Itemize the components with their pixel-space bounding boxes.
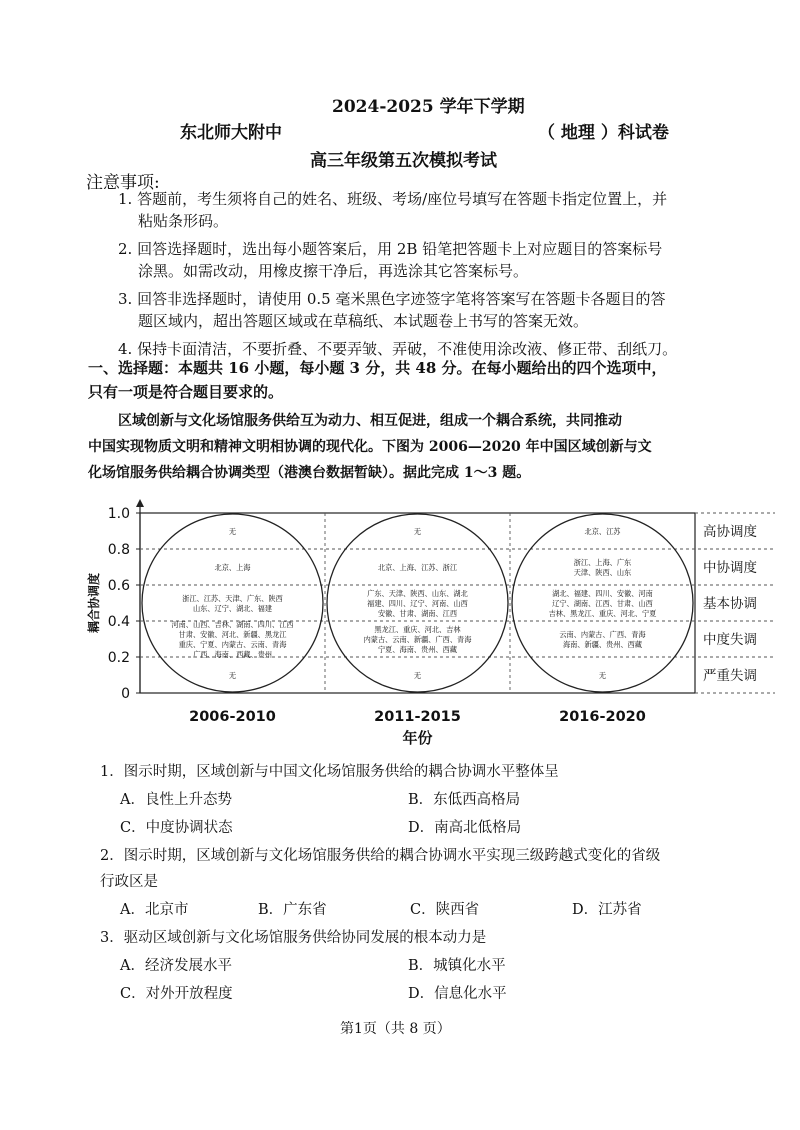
- province-list: 辽宁、湖南、江西、甘肃、山西: [552, 599, 653, 608]
- school-year: 2024-2025 学年下学期: [332, 97, 525, 117]
- province-list: 无: [228, 671, 237, 680]
- province-list: 无: [413, 671, 422, 680]
- page-footer: 第1页（共 8 页）: [340, 1021, 451, 1037]
- note-item-cont: 题区域内，超出答题区域或在草稿纸、本试题卷上书写的答案无效。: [138, 312, 589, 330]
- province-list: 浙江、上海、广东: [573, 558, 632, 567]
- province-list: 无: [598, 671, 607, 680]
- intro-paragraph: 区域创新与文化场馆服务供给互为动力、相互促进，组成一个耦合系统，共同推动 中国实现物质文明和精神文明相协调的现代化。下图为 2006—2020 年中国区域创新与文 化场馆服务供给耦合协调类型（港澳台数据暂缺）。据此完成 1～3 题。: [88, 413, 652, 481]
- panel-ellipse: [142, 514, 323, 692]
- level-label: 中协调度: [703, 560, 757, 576]
- q3-option-c[interactable]: C．对外开放程度: [120, 986, 233, 1002]
- level-label: 中度失调: [703, 632, 757, 648]
- province-list: 甘肃、安徽、河北、新疆、黑龙江: [178, 630, 287, 639]
- y-tick-label: 0.4: [107, 614, 130, 630]
- level-label: 基本协调: [703, 596, 757, 612]
- province-list: 天津、陕西、山东: [573, 568, 632, 577]
- x-tick-label: 2011-2015: [374, 709, 461, 725]
- province-list: 河南、山西、吉林、湖南、四川、江西: [171, 620, 294, 629]
- province-list: 安徽、甘肃、湖南、江西: [377, 609, 458, 618]
- y-tick-label: 0: [121, 686, 130, 702]
- q1-option-d[interactable]: D．南高北低格局: [408, 820, 522, 836]
- notes-title: 注意事项:: [86, 173, 160, 193]
- q1-option-c[interactable]: C．中度协调状态: [120, 820, 233, 836]
- note-item-cont: 涂黑。如需改动，用橡皮擦干净后，再选涂其它答案标号。: [138, 262, 529, 280]
- note-item: 2. 回答选择题时，选出每小题答案后，用 2B 铅笔把答题卡上对应题目的答案标号: [118, 240, 663, 258]
- y-tick-label: 0.6: [107, 578, 130, 594]
- q1-option-b[interactable]: B．东低西高格局: [408, 792, 521, 808]
- coupling-chart: [80, 495, 780, 750]
- province-list: 无: [413, 527, 422, 536]
- q2-option-c[interactable]: C．陕西省: [410, 902, 480, 918]
- q2-option-b[interactable]: B．广东省: [258, 902, 327, 918]
- province-list: 吉林、黑龙江、重庆、河北、宁夏: [548, 609, 657, 618]
- province-list: 黑龙江、重庆、河北、吉林: [374, 625, 461, 634]
- province-list: 浙江、江苏、天津、广东、陕西: [182, 594, 283, 603]
- school-name: 东北师大附中: [180, 123, 282, 143]
- q2-option-a[interactable]: A．北京市: [120, 902, 189, 918]
- province-list: 湖北、福建、四川、安徽、河南: [552, 589, 653, 598]
- province-list: 福建、四川、辽宁、河南、山西: [367, 599, 468, 608]
- q3-option-d[interactable]: D．信息化水平: [408, 986, 507, 1002]
- level-label: 严重失调: [703, 668, 757, 684]
- note-item: 4. 保持卡面清洁，不要折叠、不要弄皱、弄破，不准使用涂改液、修正带、刮纸刀。: [118, 340, 678, 358]
- exam-title: 高三年级第五次模拟考试: [310, 151, 497, 171]
- province-list: 重庆、宁夏、内蒙古、云南、青海: [178, 640, 287, 649]
- province-list: 北京、上海: [214, 563, 251, 572]
- province-list: 广西、海南、西藏、贵州: [192, 650, 273, 659]
- subject-title: （ 地理 ）科试卷: [538, 123, 669, 143]
- y-tick-label: 0.2: [107, 650, 130, 666]
- q3-option-b[interactable]: B．城镇化水平: [408, 958, 506, 974]
- question-3-stem: 3．驱动区域创新与文化场馆服务供给协同发展的根本动力是: [100, 930, 487, 946]
- province-list: 北京、上海、江苏、浙江: [377, 563, 458, 572]
- y-tick-label: 1.0: [107, 506, 130, 522]
- q3-option-a[interactable]: A．经济发展水平: [120, 958, 232, 974]
- province-list: 云南、内蒙古、广西、青海: [559, 630, 646, 639]
- level-label: 高协调度: [703, 524, 757, 540]
- province-list: 无: [228, 527, 237, 536]
- x-tick-label: 2006-2010: [189, 709, 276, 725]
- province-list: 宁夏、海南、贵州、西藏: [377, 645, 458, 654]
- province-list: 山东、辽宁、湖北、福建: [192, 604, 273, 613]
- province-list: 海南、新疆、贵州、西藏: [562, 640, 643, 649]
- y-axis-label: 耦合协调度: [87, 572, 101, 634]
- province-list: 广东、天津、陕西、山东、湖北: [367, 589, 468, 598]
- province-list: 北京、江苏: [584, 527, 621, 536]
- question-2-stem: 2．图示时期，区域创新与文化场馆服务供给的耦合协调水平实现三级跨越式变化的省级: [100, 848, 661, 864]
- y-tick-label: 0.8: [107, 542, 130, 558]
- section-heading: 一、选择题：本题共 16 小题，每小题 3 分，共 48 分。在每小题给出的四个选项中， 只有一项是符合题目要求的。: [88, 359, 667, 401]
- x-axis-label: 年份: [402, 729, 433, 747]
- note-item: 3. 回答非选择题时，请使用 0.5 毫米黑色字迹签字笔将答案写在答题卡各题目的答: [118, 290, 666, 308]
- q1-option-a[interactable]: A．良性上升态势: [120, 792, 232, 808]
- notes-list: [118, 188, 718, 360]
- question-1-stem: 1．图示时期，区域创新与中国文化场馆服务供给的耦合协调水平整体呈: [100, 764, 559, 780]
- y-axis-arrow: [136, 499, 144, 507]
- question-2-stem-cont: 行政区是: [100, 874, 158, 890]
- q2-option-d[interactable]: D．江苏省: [572, 902, 642, 918]
- x-tick-label: 2016-2020: [559, 709, 646, 725]
- note-item: 1. 答题前，考生须将自己的姓名、班级、考场/座位号填写在答题卡指定位置上，并: [118, 190, 668, 208]
- province-list: 内蒙古、云南、新疆、广西、青海: [363, 635, 472, 644]
- note-item-cont: 粘贴条形码。: [138, 212, 229, 230]
